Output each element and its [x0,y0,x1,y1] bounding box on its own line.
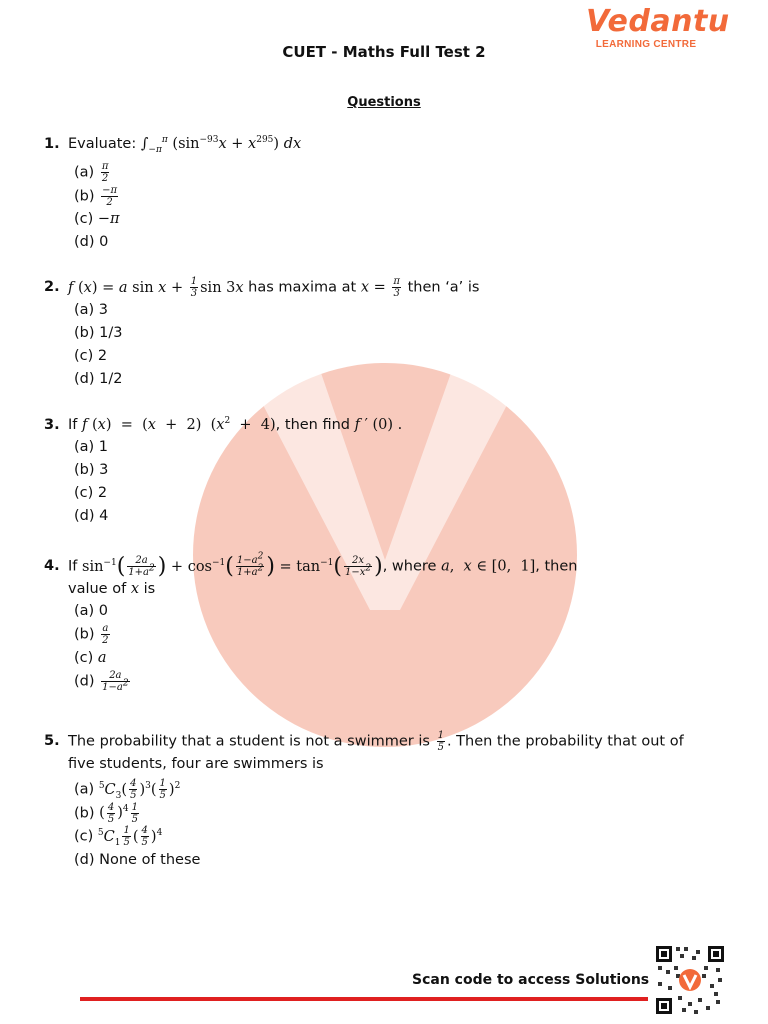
option-b: (b) $\frac{a}{2}$ [74,623,109,646]
option-d: (d) None of these [74,851,201,868]
question-5: 5. The probability that a student is not a swimmer is $\frac{1}{5}$ . Then the probability that out of five students, four are swimmers is (a) $^5C_3$( $\frac{4}{5}$ )$^3$( $\frac{1}{5}$ )$^2$ (b) ( $\frac{4}{5}$ )$^4$ $\frac{1}{5}$ (c) $^5C_1$ $\frac{1}{5}$ ( $\frac{4}{5}$ )$^4$ (d) None of these [44,730,724,872]
question-3 [44,414,724,528]
option-a: (a) 1 [74,439,109,455]
option-b: (b) $\frac{-\pi}{2}$ [74,184,118,208]
math-expression: $\sin^{-1}$( $\frac{2a}{1+a^2}$ ) + $\cos^{-1}$( $\frac{1-a^2}{1+a^2}$ ) = $\tan^{-1}$( $\frac{2x}{1-x^2}$ ) [82,551,383,579]
question-number: 5. [44,733,60,749]
question-2 [44,276,724,391]
question-text: Evaluate: $\int_{-\pi}^\pi$ $(\sin^{-93}x + x^{295})$ dx [68,135,302,155]
math-expression: f (x) = (x + 2) $(x^2 + 4)$ [82,416,276,433]
qr-code-icon[interactable] [654,944,726,1016]
math-expression: f (x) = a sin x + $\frac{1}{3}$ sin 3x [68,276,244,299]
option-a: (a) $^5C_3$( $\frac{4}{5}$ )$^3$( $\frac{1}{5}$ )$^2$ [74,778,181,801]
math-expression: $\int_{-\pi}^\pi$ $(\sin^{-93}x + x^{295})$ dx [140,135,302,155]
option-a: (a) $\frac{\pi}{2}$ [74,161,109,184]
option-c: (c) 2 [74,348,108,364]
question-text: If f (x) = (x + 2) $(x^2 + 4)$, then find f ′ (0) . [68,416,403,433]
option-c: (c) 2 [74,485,108,501]
option-b: (b) 3 [74,462,109,478]
option-d: (d) $\frac{2a}{1-a^2}$ [74,669,129,693]
question-text: The probability that a student is not a swimmer is $\frac{1}{5}$ . Then the probability that out of [68,730,684,753]
document-title: CUET - Maths Full Test 2 [282,43,486,61]
option-b: (b) 1/3 [74,325,123,341]
question-text: f (x) = a sin x + $\frac{1}{3}$ sin 3x has maxima at x = $\frac{\pi}{3}$ then ‘a’ is [68,276,480,299]
scan-code-caption: Scan code to access Solutions [412,972,650,988]
logo-tagline: LEARNING CENTRE [595,39,697,50]
option-a: (a) 0 [74,603,109,619]
question-number: 2. [44,279,60,295]
option-d: (d) 4 [74,508,109,524]
option-d: (d) 1/2 [74,371,123,387]
question-number: 4. [44,558,60,574]
footer-divider [80,997,648,1001]
section-title: Questions [347,95,421,110]
option-d: (d) 0 [74,234,109,250]
question-4: 4. If $\sin^{-1}$( $\frac{2a}{1+a^2}$ ) + $\cos^{-1}$( $\frac{1-a^2}{1+a^2}$ ) = $\tan^{-1}$( $\frac{2x}{1-x^2}$ ), where a, x ∈ [0, 1], then value of x is (a) 0 (b) $\frac{a}{2}$ (c) a (d) $\frac{2a}{1-a^2}$ [44,555,724,693]
question-1 [44,133,724,254]
logo-wordmark: Vedantu [586,4,730,39]
option-c: (c) −π [74,211,120,227]
question-text: If $\sin^{-1}$( $\frac{2a}{1+a^2}$ ) + $\cos^{-1}$( $\frac{1-a^2}{1+a^2}$ ) = $\tan^{-1}$( $\frac{2x}{1-x^2}$ ), where a, x ∈ [0, 1], then [68,551,578,579]
question-number: 1. [44,136,60,152]
option-b: (b) ( $\frac{4}{5}$ )$^4$ $\frac{1}{5}$ [74,801,138,825]
question-number: 3. [44,417,60,433]
option-a: (a) 3 [74,302,109,318]
option-c: (c) $^5C_1$ $\frac{1}{5}$ ( $\frac{4}{5}$ )$^4$ [74,825,163,848]
option-c: (c) a [74,649,107,666]
